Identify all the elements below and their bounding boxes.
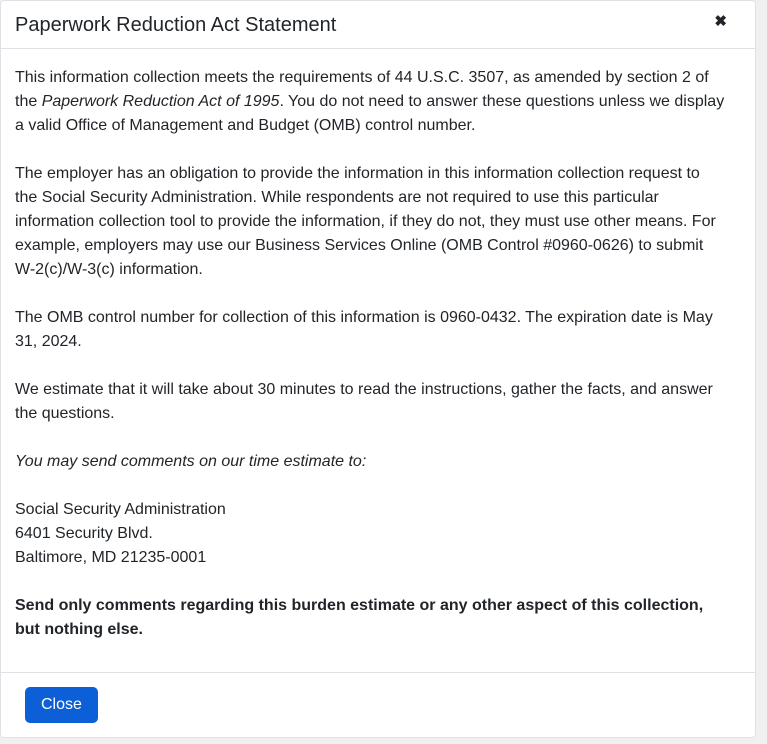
address-line-2: 6401 Security Blvd. xyxy=(15,525,153,542)
modal-title: Paperwork Reduction Act Statement xyxy=(15,14,337,36)
address-line-1: Social Security Administration xyxy=(15,501,226,518)
modal-body xyxy=(1,49,755,672)
paragraph-time-estimate: We estimate that it will take about 30 minutes to read the instructions, gather the facts, and answer the questions. xyxy=(15,381,713,422)
close-button[interactable]: Close xyxy=(25,687,98,723)
act-title-italic: Paperwork Reduction Act of 1995 xyxy=(41,93,280,110)
paragraph-usc-requirements xyxy=(15,66,725,138)
modal-footer xyxy=(1,672,755,737)
statute-text-post: . You do not need to answer these questions unless we display a valid Office of Management and Budget (OMB) control number. xyxy=(15,93,725,134)
paragraph-employer-obligation: The employer has an obligation to provide the information in this information collection request to the Social Security Administration. While respondents are not required to use this particular information collection tool to provide the information, if they do not, they must use other means. For example, employers may use our Business Services Online (OMB Control #0960-0626) to submit W-2(c)/W-3(c) information. xyxy=(15,165,716,278)
modal-close-button[interactable] xyxy=(710,12,731,31)
paragraph-omb-control-number: The OMB control number for collection of this information is 0960-0432. The expiration date is May 31, 2024. xyxy=(15,309,713,350)
paragraph-comments-note: You may send comments on our time estimate to: xyxy=(15,453,367,470)
close-icon: ✖ xyxy=(714,13,727,30)
address-block xyxy=(15,498,725,570)
modal-header xyxy=(1,1,755,49)
paragraph-burden-note: Send only comments regarding this burden estimate or any other aspect of this collection, but nothing else. xyxy=(15,597,704,638)
statute-text-pre: This information collection meets the requirements of 44 U.S.C. 3507, as amended by section 2 of the xyxy=(15,69,709,110)
address-line-3: Baltimore, MD 21235-0001 xyxy=(15,549,207,566)
